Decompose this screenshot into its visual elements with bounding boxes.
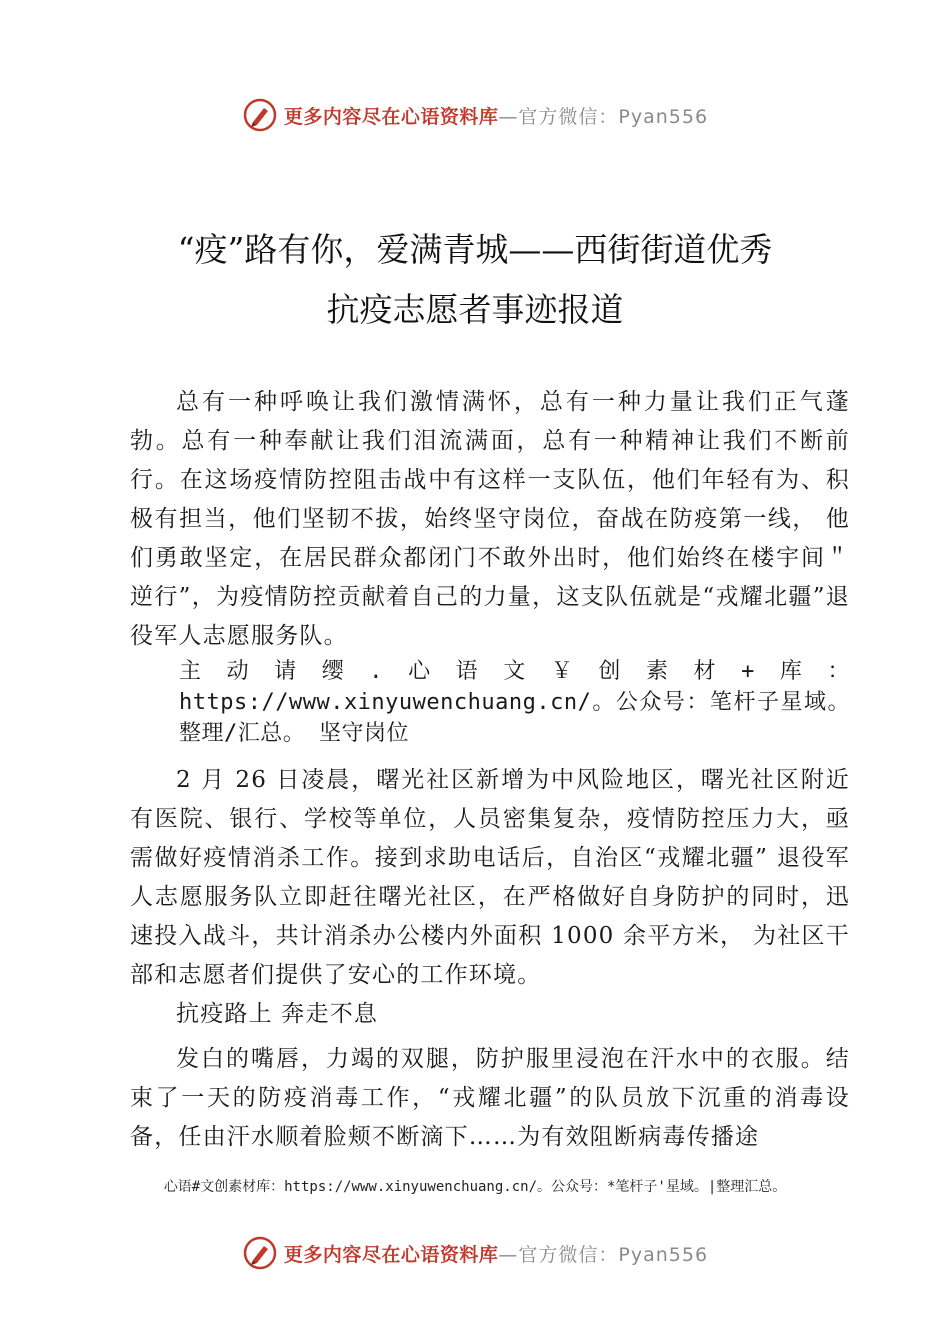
banner-brand-text: 更多内容尽在心语资料库: [283, 105, 499, 128]
page-title: [0, 220, 950, 340]
title-line-1: “疫”路有你，爱满青城——西街街道优秀: [177, 230, 773, 269]
article-body: [130, 383, 850, 1157]
paragraph-intro: 总有一种呼唤让我们激情满怀，总有一种力量让我们正气蓬勃。总有一种奉献让我们泪流满面，总有一种精神让我们不断前行。在这场疫情防控阻击战中有这样一支队伍，他们年轻有为、积极有担当，他们坚韧不拔，始终坚守岗位，奋战在防疫第一线， 他们勇敢坚定，在居民群众都闭门不敢外出时，他们始终在楼宇间＂逆行”，为疫情防控贡献着自己的力量，这支队伍就是“戎耀北疆”退役军人志愿服务队。: [130, 389, 850, 649]
section-heading: 抗疫路上 奔走不息: [176, 1001, 379, 1027]
title-line-2: 抗疫志愿者事迹报道: [326, 290, 624, 329]
footer-banner: [0, 1233, 950, 1273]
pen-logo-icon: [242, 1235, 278, 1271]
banner-wechat-text: —官方微信：Pyan556: [498, 105, 709, 128]
paragraph-event: 2 月 26 日凌晨，曙光社区新增为中风险地区，曙光社区附近有医院、银行、学校等单位，人员密集复杂，疫情防控压力大，亟需做好疫情消杀工作。接到求助电话后，自治区“戎耀北疆” 退役军人志愿服务队立即赶往曙光社区，在严格做好自身防护的同时，迅速投入战斗，共计消杀办公楼内外面积 1000 余平方米， 为社区干部和志愿者们提供了安心的工作环境。: [130, 767, 850, 988]
pen-logo-icon: [242, 97, 278, 133]
banner-wechat-text: —官方微信：Pyan556: [498, 1243, 709, 1266]
footer-watermark: 心语#文创素材库：https://www.xinyuwenchuang.cn/。公众号：*笔杆子'星域。|整理汇总。: [163, 1179, 787, 1195]
banner-brand-text: 更多内容尽在心语资料库: [283, 1243, 499, 1266]
paragraph-effort: 发白的嘴唇，力竭的双腿，防护服里浸泡在汗水中的衣服。结束了一天的防疫消毒工作，“戎耀北疆”的队员放下沉重的消毒设备，任由汗水顺着脸颊不断滴下……为有效阻断病毒传播途: [130, 1046, 850, 1150]
header-banner: [0, 95, 950, 135]
paragraph-watermark: 主动请缨.心语文￥创素材+库：https://www.xinyuwenchuang.cn/。公众号：笔杆子星域。整理/汇总。 坚守岗位: [179, 659, 850, 746]
